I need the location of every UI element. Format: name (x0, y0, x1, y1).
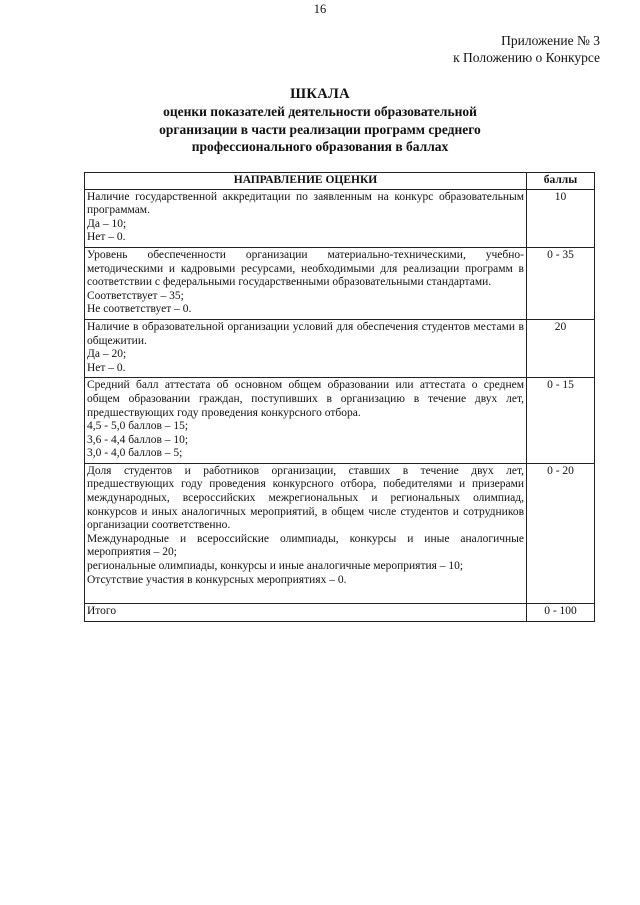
criterion-description: Уровень обеспеченности организации материально-техническими, учебно-методическими и кадровыми ресурсами, необходимыми для реализации программ в соответствии с федеральными государственными образовательными стандартами. (87, 248, 524, 289)
score-cell: 20 (527, 319, 595, 377)
title-line-1: оценки показателей деятельности образовательной (163, 104, 477, 119)
table-row (85, 463, 595, 603)
total-row (85, 604, 595, 622)
criterion-point: Международные и всероссийские олимпиады, конкурсы и иные аналогичные мероприятия – 20; (87, 532, 524, 559)
criterion-description: Средний балл аттестата об основном общем образовании или аттестата о среднем общем образовании граждан, поступивших в организацию в течение двух лет, предшествующих году проведения конкурсного отбора. (87, 379, 524, 419)
criterion-cell (85, 189, 527, 247)
criterion-point: Отсутствие участия в конкурсных мероприятиях – 0. (87, 573, 347, 586)
criterion-point: 3,0 - 4,0 баллов – 5; (87, 447, 183, 460)
table-row (85, 319, 595, 377)
criterion-cell (85, 319, 527, 377)
document-title (0, 86, 640, 156)
criterion-description: Наличие в образовательной организации условий для обеспечения студентов местами в общежитии. (87, 320, 524, 347)
scoring-table (84, 172, 595, 622)
title-line-2: организации в части реализации программ среднего (159, 121, 481, 137)
criterion-point: Не соответствует – 0. (87, 303, 192, 316)
criterion-description: Наличие государственной аккредитации по заявленным на конкурс образовательным программам. (87, 190, 524, 217)
table-header-row (85, 173, 595, 190)
criterion-point: Нет – 0. (87, 231, 126, 244)
appendix-line-2: к Положению о Конкурсе (453, 50, 600, 65)
score-cell: 0 - 35 (527, 247, 595, 319)
criterion-point: 4,5 - 5,0 баллов – 15; (87, 420, 189, 433)
title-line-3: профессионального образования в баллах (191, 139, 449, 154)
criterion-cell (85, 463, 527, 603)
criterion-point: 3,6 - 4,4 баллов – 10; (87, 433, 189, 446)
appendix-line-1: Приложение № 3 (501, 33, 600, 48)
header-direction: НАПРАВЛЕНИЕ ОЦЕНКИ (85, 173, 527, 190)
total-label: Итого (85, 604, 527, 622)
appendix-reference (453, 32, 600, 66)
page-number: 16 (313, 2, 327, 16)
table-row (85, 247, 595, 319)
criterion-description: Доля студентов и работников организации, ставших в течение двух лет, предшествующих году проведения конкурсного отбора, победителями и призерами международных, всероссийских межрегиональных и региональных олимпиад, конкурсов и иных аналогичных мероприятий, в общем числе студентов и сотрудников организации соответственно. (87, 464, 524, 532)
score-cell: 0 - 20 (527, 463, 595, 603)
criterion-point: Соответствует – 35; (87, 289, 184, 302)
criterion-cell (85, 247, 527, 319)
criterion-point: региональные олимпиады, конкурсы и иные аналогичные мероприятия – 10; (87, 560, 464, 573)
total-score: 0 - 100 (527, 604, 595, 622)
criterion-point: Да – 10; (87, 217, 127, 230)
title-main: ШКАЛА (290, 86, 350, 102)
table-row (85, 189, 595, 247)
score-cell: 10 (527, 189, 595, 247)
criterion-point: Да – 20; (87, 348, 127, 361)
criterion-cell (85, 378, 527, 464)
header-points: баллы (527, 173, 595, 190)
score-cell: 0 - 15 (527, 378, 595, 464)
criterion-point: Нет – 0. (87, 361, 126, 374)
table-row (85, 378, 595, 464)
